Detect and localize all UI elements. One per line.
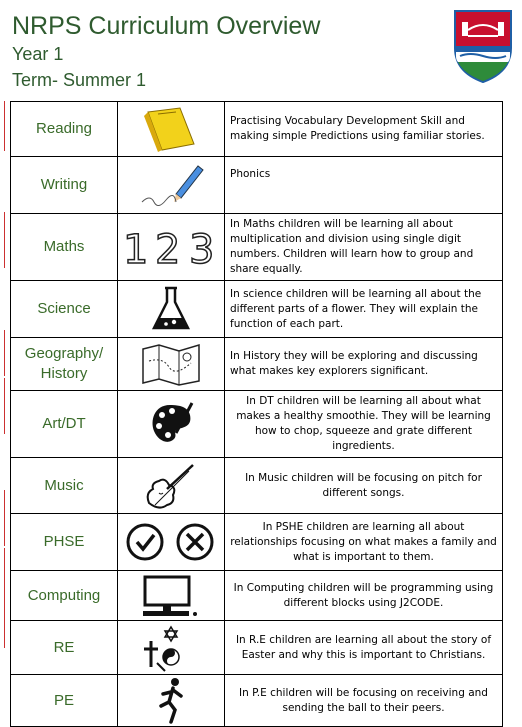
numbers-123-icon — [118, 214, 225, 281]
margin-marker — [4, 212, 5, 268]
table-row — [11, 514, 503, 571]
violin-icon — [118, 458, 225, 514]
table-row — [11, 338, 503, 391]
subject-label: Maths — [11, 214, 118, 281]
subject-label: Music — [11, 458, 118, 514]
description: In science children will be learning all about the different parts of a flower. They will explain the function of each part. — [225, 281, 503, 338]
subject-label: Reading — [11, 102, 118, 157]
computer-icon — [118, 571, 225, 621]
book-icon — [118, 102, 225, 157]
margin-marker — [4, 101, 5, 151]
margin-marker — [4, 490, 5, 546]
description: In Computing children will be programming using different blocks using J2CODE. — [225, 571, 503, 621]
pencil-icon — [118, 157, 225, 214]
map-icon — [118, 338, 225, 391]
svg-text:3: 3 — [189, 227, 215, 269]
description: Phonics — [225, 157, 503, 214]
description: In P.E children will be focusing on receiving and sending the ball to their peers. — [225, 675, 503, 727]
subject-label: Computing — [11, 571, 118, 621]
subject-label: PHSE — [11, 514, 118, 571]
table-row — [11, 675, 503, 727]
table-row — [11, 458, 503, 514]
flask-icon — [118, 281, 225, 338]
curriculum-table — [10, 101, 503, 727]
description: In R.E children are learning all about the story of Easter and why this is important to Christians. — [225, 621, 503, 675]
table-row — [11, 214, 503, 281]
page-title: NRPS Curriculum Overview — [12, 12, 321, 40]
subject-label: Geography/ History — [11, 338, 118, 391]
table-row — [11, 621, 503, 675]
subject-label: Science — [11, 281, 118, 338]
religious-symbols-icon — [118, 621, 225, 675]
subject-label: Writing — [11, 157, 118, 214]
description: In DT children will be learning all about what makes a healthy smoothie. They will be learning how to chop, squeeze and grate different ingredients. — [225, 391, 503, 458]
svg-text:2: 2 — [155, 227, 181, 269]
description: In PSHE children are learning all about relationships focusing on what makes a family and what is important to them. — [225, 514, 503, 571]
runner-icon — [118, 675, 225, 727]
table-row — [11, 157, 503, 214]
table-row — [11, 571, 503, 621]
year-label: Year 1 — [12, 44, 64, 64]
subject-label: PE — [11, 675, 118, 727]
description: Practising Vocabulary Development Skill and making simple Predictions using familiar stories. — [225, 102, 503, 157]
margin-marker — [4, 330, 5, 376]
palette-icon — [118, 391, 225, 458]
school-crest-logo — [452, 8, 514, 84]
description: In Music children will be focusing on pitch for different songs. — [225, 458, 503, 514]
table-row — [11, 281, 503, 338]
margin-marker — [4, 548, 5, 648]
table-row — [11, 102, 503, 157]
term-label: Term- Summer 1 — [12, 70, 147, 90]
svg-text:1: 1 — [123, 227, 149, 269]
subject-label: RE — [11, 621, 118, 675]
description: In History they will be exploring and discussing what makes key explorers significant. — [225, 338, 503, 391]
check-and-cross-icon — [118, 514, 225, 571]
margin-marker — [4, 378, 5, 434]
table-row — [11, 391, 503, 458]
subject-label: Art/DT — [11, 391, 118, 458]
description: In Maths children will be learning all about multiplication and division using single digit numbers. Children will learn how to group and share equally. — [225, 214, 503, 281]
